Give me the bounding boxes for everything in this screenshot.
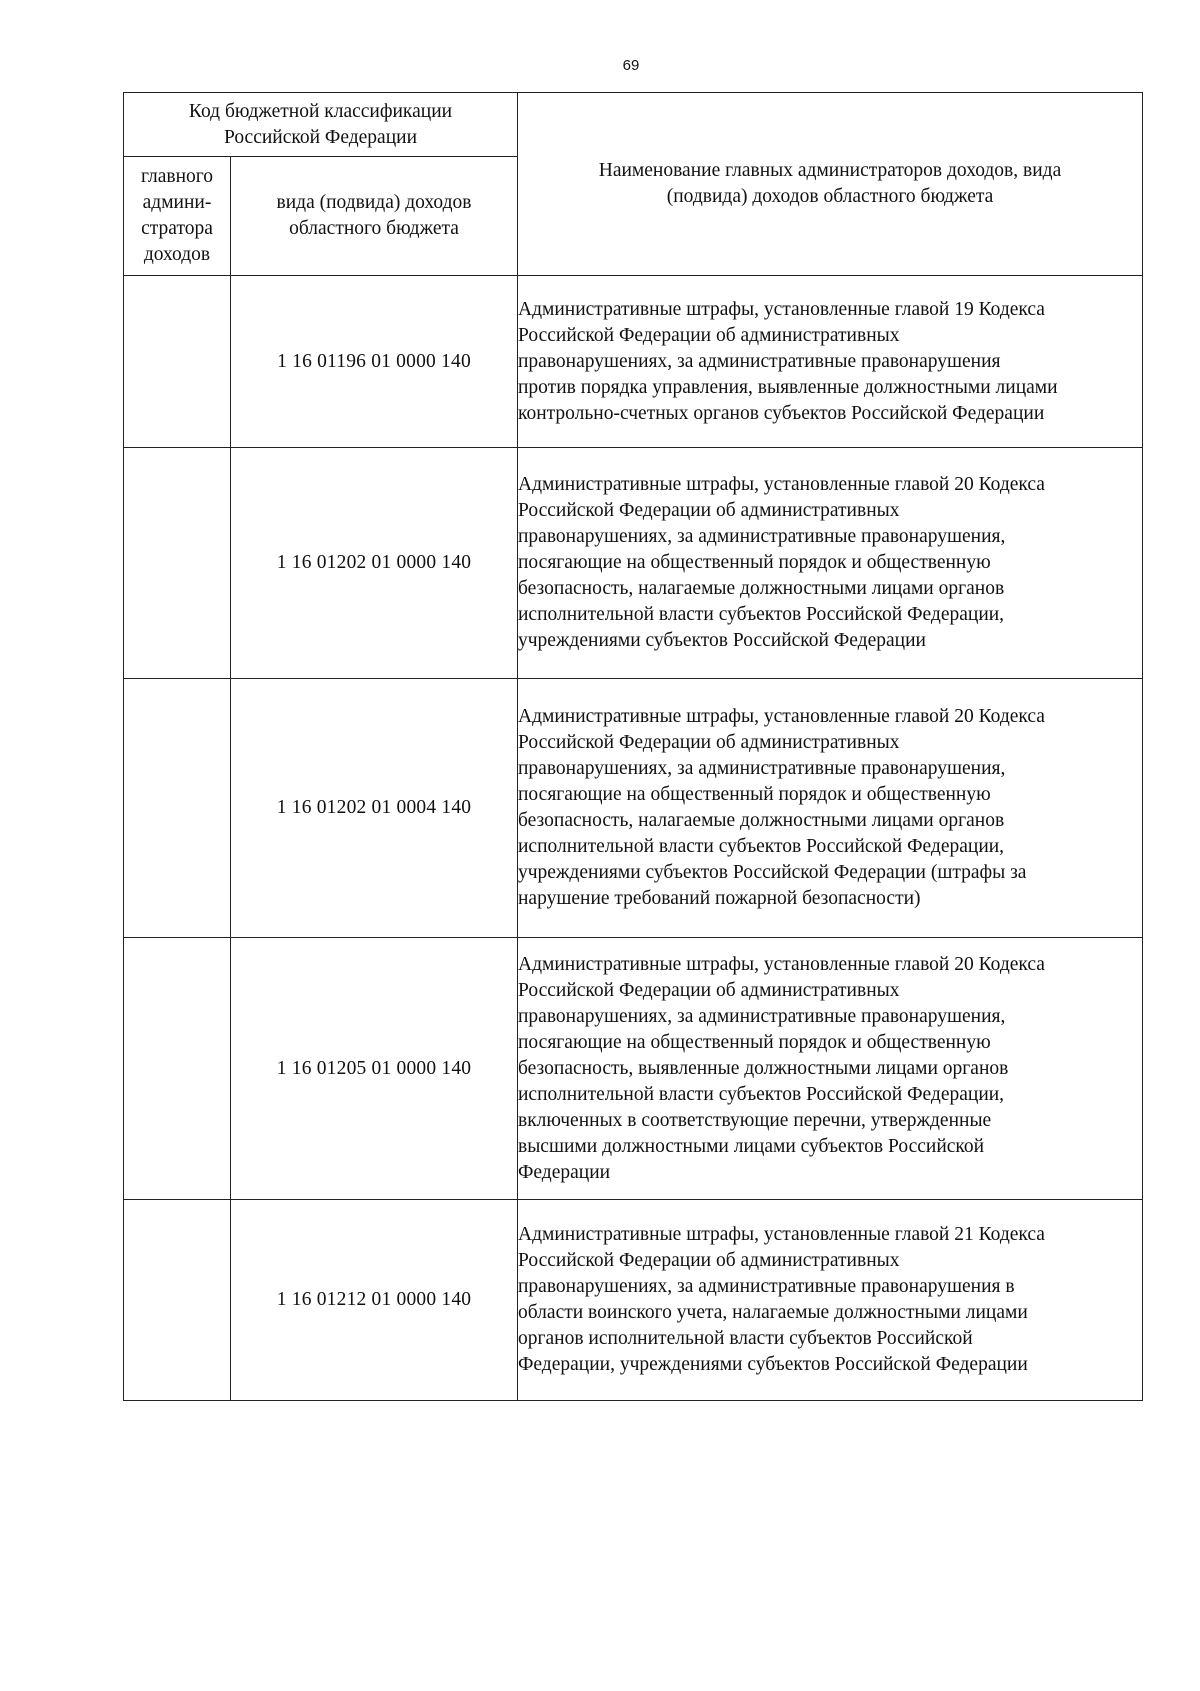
table-row [124, 679, 1143, 938]
description-cell [518, 1200, 1143, 1401]
description-cell [518, 448, 1143, 679]
admin-code-cell [124, 448, 231, 679]
revenue-code-cell: 1 16 01212 01 0000 140 [231, 1200, 518, 1401]
header-admin-column [124, 157, 231, 276]
header-row-group [124, 93, 1143, 157]
header-name-text: Наименование главных администраторов доходов, вида (подвида) доходов областного бюджета [598, 160, 1062, 207]
description-cell [518, 276, 1143, 448]
budget-classification-table [123, 92, 1143, 1401]
table-row [124, 938, 1143, 1200]
table-row [124, 276, 1143, 448]
header-type-column [231, 157, 518, 276]
description-text: Административные штрафы, установленные главой 21 Кодекса Российской Федерации об административных правонарушениях, за административные правонарушения в области воинского учета, налагаемые должностными лицами органов исполнительной власти субъектов Российской Федерации, учреждениями субъектов Российской Федерации [518, 1224, 1045, 1375]
revenue-code-cell: 1 16 01196 01 0000 140 [231, 276, 518, 448]
description-cell [518, 938, 1143, 1200]
admin-code-cell [124, 679, 231, 938]
header-classification-code [124, 93, 518, 157]
header-classification-code-text: Код бюджетной классификации Российской Федерации [188, 100, 453, 148]
description-text: Административные штрафы, установленные главой 20 Кодекса Российской Федерации об административных правонарушениях, за административные правонарушения, посягающие на общественный порядок и общественную безопасность, налагаемые должностными лицами органов исполнительной власти субъектов Российской Федерации, учреждениями субъектов Российской Федерации [518, 474, 1045, 651]
header-admin-text: главного админи- стратора доходов [140, 166, 214, 265]
table-row [124, 448, 1143, 679]
header-name-column [518, 93, 1143, 276]
description-text: Административные штрафы, установленные главой 19 Кодекса Российской Федерации об административных правонарушениях, за административные правонарушения против порядка управления, выявленные должностными лицами контрольно-счетных органов субъектов Российской Федерации [518, 298, 1058, 424]
admin-code-cell [124, 1200, 231, 1401]
page-number: 69 [622, 57, 640, 74]
description-text: Административные штрафы, установленные главой 20 Кодекса Российской Федерации об административных правонарушениях, за административные правонарушения, посягающие на общественный порядок и общественную безопасность, выявленные должностными лицами органов исполнительной власти субъектов Российской Федерации, включенных в соответствующие перечни, утвержденные высшими должностными лицами субъектов Российской Федерации [518, 953, 1045, 1183]
table-row [124, 1200, 1143, 1401]
revenue-code-cell: 1 16 01202 01 0004 140 [231, 679, 518, 938]
admin-code-cell [124, 276, 231, 448]
admin-code-cell [124, 938, 231, 1200]
revenue-code-cell: 1 16 01205 01 0000 140 [231, 938, 518, 1200]
description-cell [518, 679, 1143, 938]
revenue-code-cell: 1 16 01202 01 0000 140 [231, 448, 518, 679]
header-type-text: вида (подвида) доходов областного бюджета [276, 192, 472, 239]
description-text: Административные штрафы, установленные главой 20 Кодекса Российской Федерации об административных правонарушениях, за административные правонарушения, посягающие на общественный порядок и общественную безопасность, налагаемые должностными лицами органов исполнительной власти субъектов Российской Федерации, учреждениями субъектов Российской Федерации (штрафы за нарушение требований пожарной безопасности) [518, 706, 1045, 909]
